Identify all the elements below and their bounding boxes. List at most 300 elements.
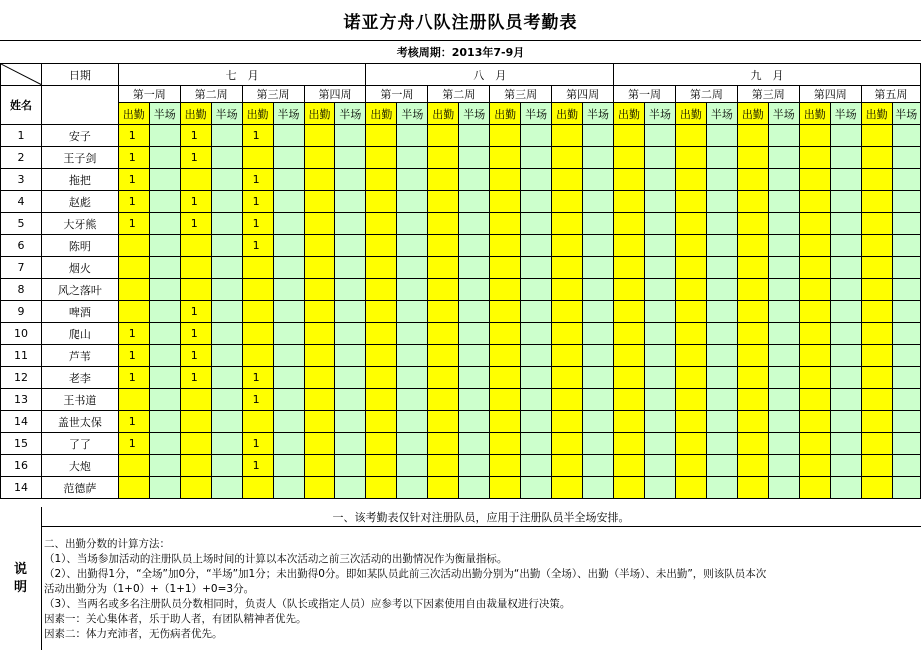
half-cell[interactable] [583, 301, 614, 323]
attendance-cell[interactable] [242, 301, 273, 323]
half-cell[interactable] [459, 213, 490, 235]
half-cell[interactable] [892, 257, 920, 279]
attendance-cell[interactable] [675, 345, 706, 367]
half-cell[interactable] [644, 125, 675, 147]
attendance-cell[interactable] [675, 367, 706, 389]
attendance-cell[interactable] [490, 213, 521, 235]
attendance-cell[interactable]: 1 [180, 213, 211, 235]
half-cell[interactable] [583, 433, 614, 455]
half-cell[interactable] [768, 433, 799, 455]
attendance-cell[interactable] [737, 257, 768, 279]
half-cell[interactable] [335, 367, 366, 389]
half-cell[interactable] [149, 213, 180, 235]
attendance-cell[interactable] [675, 301, 706, 323]
attendance-cell[interactable] [490, 367, 521, 389]
attendance-cell[interactable] [799, 389, 830, 411]
member-name[interactable]: 安子 [41, 125, 118, 147]
attendance-cell[interactable] [490, 279, 521, 301]
attendance-cell[interactable] [614, 455, 645, 477]
attendance-cell[interactable] [614, 389, 645, 411]
attendance-cell[interactable] [737, 235, 768, 257]
attendance-cell[interactable] [242, 411, 273, 433]
half-cell[interactable] [892, 301, 920, 323]
half-cell[interactable] [706, 169, 737, 191]
attendance-cell[interactable] [304, 191, 335, 213]
attendance-cell[interactable] [366, 147, 397, 169]
attendance-cell[interactable] [737, 411, 768, 433]
half-cell[interactable] [830, 279, 861, 301]
attendance-cell[interactable] [675, 257, 706, 279]
attendance-cell[interactable] [304, 213, 335, 235]
attendance-cell[interactable] [799, 411, 830, 433]
row-number[interactable]: 5 [1, 213, 42, 235]
attendance-cell[interactable] [490, 455, 521, 477]
half-cell[interactable] [335, 257, 366, 279]
attendance-cell[interactable] [675, 279, 706, 301]
attendance-cell[interactable] [861, 345, 892, 367]
half-cell[interactable] [892, 125, 920, 147]
row-number[interactable]: 7 [1, 257, 42, 279]
attendance-cell[interactable] [304, 389, 335, 411]
half-cell[interactable] [830, 345, 861, 367]
half-cell[interactable] [830, 213, 861, 235]
attendance-cell[interactable] [614, 147, 645, 169]
half-cell[interactable] [211, 455, 242, 477]
half-cell[interactable] [521, 433, 552, 455]
half-cell[interactable] [583, 279, 614, 301]
half-cell[interactable] [521, 147, 552, 169]
attendance-cell[interactable] [675, 411, 706, 433]
half-cell[interactable] [521, 477, 552, 499]
half-cell[interactable] [706, 257, 737, 279]
half-cell[interactable] [149, 433, 180, 455]
attendance-cell[interactable] [799, 323, 830, 345]
attendance-cell[interactable] [861, 191, 892, 213]
row-number[interactable]: 13 [1, 389, 42, 411]
half-cell[interactable] [521, 191, 552, 213]
half-cell[interactable] [211, 147, 242, 169]
member-name[interactable]: 啤酒 [41, 301, 118, 323]
half-cell[interactable] [644, 257, 675, 279]
row-number[interactable]: 9 [1, 301, 42, 323]
half-cell[interactable] [149, 191, 180, 213]
attendance-cell[interactable] [180, 235, 211, 257]
attendance-cell[interactable] [861, 257, 892, 279]
half-cell[interactable] [335, 235, 366, 257]
half-cell[interactable] [830, 411, 861, 433]
attendance-cell[interactable] [304, 367, 335, 389]
half-cell[interactable] [892, 279, 920, 301]
attendance-cell[interactable] [552, 367, 583, 389]
half-cell[interactable] [397, 147, 428, 169]
attendance-cell[interactable] [304, 169, 335, 191]
half-cell[interactable] [644, 433, 675, 455]
half-cell[interactable] [706, 411, 737, 433]
half-cell[interactable] [706, 125, 737, 147]
attendance-cell[interactable] [737, 477, 768, 499]
half-cell[interactable] [583, 345, 614, 367]
row-number[interactable]: 3 [1, 169, 42, 191]
half-cell[interactable] [892, 345, 920, 367]
half-cell[interactable] [644, 477, 675, 499]
half-cell[interactable] [397, 367, 428, 389]
half-cell[interactable] [335, 389, 366, 411]
attendance-cell[interactable]: 1 [180, 367, 211, 389]
attendance-cell[interactable] [737, 213, 768, 235]
attendance-cell[interactable] [552, 323, 583, 345]
member-name[interactable]: 风之落叶 [41, 279, 118, 301]
half-cell[interactable] [768, 147, 799, 169]
attendance-cell[interactable] [366, 213, 397, 235]
half-cell[interactable] [644, 191, 675, 213]
half-cell[interactable] [397, 257, 428, 279]
half-cell[interactable] [583, 191, 614, 213]
half-cell[interactable] [273, 411, 304, 433]
attendance-cell[interactable] [428, 279, 459, 301]
attendance-cell[interactable] [614, 301, 645, 323]
attendance-cell[interactable]: 1 [242, 235, 273, 257]
half-cell[interactable] [521, 455, 552, 477]
half-cell[interactable] [830, 455, 861, 477]
attendance-cell[interactable] [428, 191, 459, 213]
half-cell[interactable] [149, 455, 180, 477]
half-cell[interactable] [644, 301, 675, 323]
half-cell[interactable] [149, 345, 180, 367]
attendance-cell[interactable] [675, 477, 706, 499]
attendance-cell[interactable] [737, 301, 768, 323]
attendance-cell[interactable] [366, 191, 397, 213]
half-cell[interactable] [644, 345, 675, 367]
attendance-cell[interactable] [304, 257, 335, 279]
half-cell[interactable] [459, 257, 490, 279]
half-cell[interactable] [211, 191, 242, 213]
half-cell[interactable] [335, 279, 366, 301]
attendance-cell[interactable] [490, 389, 521, 411]
attendance-cell[interactable] [428, 213, 459, 235]
half-cell[interactable] [273, 301, 304, 323]
member-name[interactable]: 王书道 [41, 389, 118, 411]
attendance-cell[interactable] [242, 345, 273, 367]
attendance-cell[interactable] [552, 191, 583, 213]
half-cell[interactable] [706, 433, 737, 455]
member-name[interactable]: 芦苇 [41, 345, 118, 367]
attendance-cell[interactable] [366, 323, 397, 345]
half-cell[interactable] [397, 235, 428, 257]
half-cell[interactable] [335, 455, 366, 477]
attendance-cell[interactable] [242, 147, 273, 169]
half-cell[interactable] [521, 301, 552, 323]
half-cell[interactable] [397, 169, 428, 191]
half-cell[interactable] [211, 389, 242, 411]
half-cell[interactable] [397, 301, 428, 323]
row-number[interactable]: 6 [1, 235, 42, 257]
half-cell[interactable] [892, 433, 920, 455]
attendance-cell[interactable] [366, 477, 397, 499]
half-cell[interactable] [892, 235, 920, 257]
half-cell[interactable] [768, 213, 799, 235]
member-name[interactable]: 陈明 [41, 235, 118, 257]
attendance-cell[interactable] [861, 169, 892, 191]
attendance-cell[interactable] [552, 257, 583, 279]
attendance-cell[interactable] [675, 389, 706, 411]
attendance-cell[interactable] [552, 411, 583, 433]
attendance-cell[interactable] [799, 125, 830, 147]
half-cell[interactable] [830, 125, 861, 147]
half-cell[interactable] [706, 147, 737, 169]
half-cell[interactable] [521, 411, 552, 433]
attendance-cell[interactable] [737, 367, 768, 389]
attendance-cell[interactable] [118, 279, 149, 301]
half-cell[interactable] [768, 411, 799, 433]
attendance-cell[interactable] [428, 235, 459, 257]
attendance-cell[interactable] [428, 323, 459, 345]
attendance-cell[interactable] [799, 367, 830, 389]
attendance-cell[interactable] [428, 411, 459, 433]
attendance-cell[interactable] [861, 147, 892, 169]
attendance-cell[interactable] [675, 125, 706, 147]
attendance-cell[interactable] [552, 477, 583, 499]
half-cell[interactable] [273, 147, 304, 169]
attendance-cell[interactable] [675, 235, 706, 257]
half-cell[interactable] [397, 125, 428, 147]
attendance-cell[interactable] [180, 411, 211, 433]
attendance-cell[interactable]: 1 [118, 125, 149, 147]
attendance-cell[interactable] [118, 235, 149, 257]
half-cell[interactable] [521, 257, 552, 279]
half-cell[interactable] [830, 323, 861, 345]
attendance-cell[interactable]: 1 [118, 433, 149, 455]
attendance-cell[interactable] [366, 411, 397, 433]
row-number[interactable]: 12 [1, 367, 42, 389]
member-name[interactable]: 大炮 [41, 455, 118, 477]
attendance-cell[interactable] [428, 367, 459, 389]
attendance-cell[interactable] [366, 433, 397, 455]
half-cell[interactable] [273, 257, 304, 279]
attendance-cell[interactable] [799, 213, 830, 235]
attendance-cell[interactable] [180, 389, 211, 411]
attendance-cell[interactable] [737, 455, 768, 477]
attendance-cell[interactable] [180, 257, 211, 279]
attendance-cell[interactable] [366, 455, 397, 477]
attendance-cell[interactable] [737, 125, 768, 147]
half-cell[interactable] [211, 279, 242, 301]
half-cell[interactable] [149, 279, 180, 301]
attendance-cell[interactable] [552, 213, 583, 235]
half-cell[interactable] [583, 411, 614, 433]
attendance-cell[interactable] [614, 125, 645, 147]
half-cell[interactable] [706, 191, 737, 213]
attendance-cell[interactable] [552, 169, 583, 191]
attendance-cell[interactable]: 1 [118, 213, 149, 235]
half-cell[interactable] [459, 477, 490, 499]
half-cell[interactable] [644, 367, 675, 389]
attendance-cell[interactable] [490, 125, 521, 147]
attendance-cell[interactable] [428, 147, 459, 169]
row-number[interactable]: 14 [1, 477, 42, 499]
half-cell[interactable] [335, 345, 366, 367]
attendance-cell[interactable] [552, 279, 583, 301]
attendance-cell[interactable] [366, 257, 397, 279]
half-cell[interactable] [211, 125, 242, 147]
attendance-cell[interactable] [490, 323, 521, 345]
half-cell[interactable] [459, 411, 490, 433]
half-cell[interactable] [335, 301, 366, 323]
attendance-cell[interactable] [675, 169, 706, 191]
attendance-cell[interactable] [304, 147, 335, 169]
half-cell[interactable] [273, 213, 304, 235]
half-cell[interactable] [459, 147, 490, 169]
half-cell[interactable] [149, 389, 180, 411]
attendance-cell[interactable] [799, 191, 830, 213]
half-cell[interactable] [397, 389, 428, 411]
half-cell[interactable] [149, 301, 180, 323]
attendance-cell[interactable]: 1 [242, 169, 273, 191]
member-name[interactable]: 王子剑 [41, 147, 118, 169]
half-cell[interactable] [706, 279, 737, 301]
attendance-cell[interactable] [552, 345, 583, 367]
member-name[interactable]: 老李 [41, 367, 118, 389]
attendance-cell[interactable]: 1 [118, 169, 149, 191]
half-cell[interactable] [706, 323, 737, 345]
half-cell[interactable] [830, 191, 861, 213]
attendance-cell[interactable] [428, 433, 459, 455]
attendance-cell[interactable] [799, 235, 830, 257]
half-cell[interactable] [335, 125, 366, 147]
attendance-cell[interactable] [861, 477, 892, 499]
attendance-cell[interactable] [304, 433, 335, 455]
half-cell[interactable] [211, 411, 242, 433]
attendance-cell[interactable] [614, 235, 645, 257]
attendance-cell[interactable] [366, 169, 397, 191]
half-cell[interactable] [459, 367, 490, 389]
attendance-cell[interactable] [737, 169, 768, 191]
half-cell[interactable] [768, 477, 799, 499]
half-cell[interactable] [644, 147, 675, 169]
half-cell[interactable] [273, 235, 304, 257]
attendance-cell[interactable] [490, 147, 521, 169]
attendance-cell[interactable] [552, 433, 583, 455]
half-cell[interactable] [830, 147, 861, 169]
attendance-cell[interactable] [614, 191, 645, 213]
half-cell[interactable] [273, 433, 304, 455]
attendance-cell[interactable] [428, 345, 459, 367]
half-cell[interactable] [273, 389, 304, 411]
half-cell[interactable] [892, 455, 920, 477]
attendance-cell[interactable] [614, 367, 645, 389]
attendance-cell[interactable] [180, 455, 211, 477]
half-cell[interactable] [892, 191, 920, 213]
member-name[interactable]: 烟火 [41, 257, 118, 279]
attendance-cell[interactable] [304, 345, 335, 367]
half-cell[interactable] [335, 191, 366, 213]
attendance-cell[interactable] [552, 455, 583, 477]
attendance-cell[interactable]: 1 [180, 323, 211, 345]
attendance-cell[interactable] [799, 455, 830, 477]
half-cell[interactable] [583, 389, 614, 411]
member-name[interactable]: 了了 [41, 433, 118, 455]
half-cell[interactable] [273, 477, 304, 499]
half-cell[interactable] [892, 323, 920, 345]
attendance-cell[interactable] [614, 345, 645, 367]
row-number[interactable]: 16 [1, 455, 42, 477]
attendance-cell[interactable] [552, 147, 583, 169]
half-cell[interactable] [583, 477, 614, 499]
half-cell[interactable] [521, 279, 552, 301]
half-cell[interactable] [273, 455, 304, 477]
half-cell[interactable] [644, 389, 675, 411]
half-cell[interactable] [459, 191, 490, 213]
half-cell[interactable] [335, 411, 366, 433]
attendance-cell[interactable] [242, 477, 273, 499]
attendance-cell[interactable] [675, 147, 706, 169]
member-name[interactable]: 赵彪 [41, 191, 118, 213]
half-cell[interactable] [211, 477, 242, 499]
attendance-cell[interactable] [242, 257, 273, 279]
half-cell[interactable] [583, 147, 614, 169]
half-cell[interactable] [273, 125, 304, 147]
attendance-cell[interactable] [614, 323, 645, 345]
member-name[interactable]: 范德萨 [41, 477, 118, 499]
attendance-cell[interactable] [614, 433, 645, 455]
attendance-cell[interactable] [304, 279, 335, 301]
attendance-cell[interactable] [861, 323, 892, 345]
half-cell[interactable] [459, 345, 490, 367]
half-cell[interactable] [397, 455, 428, 477]
half-cell[interactable] [149, 257, 180, 279]
half-cell[interactable] [892, 147, 920, 169]
attendance-cell[interactable] [180, 433, 211, 455]
attendance-cell[interactable] [799, 433, 830, 455]
attendance-cell[interactable] [614, 257, 645, 279]
half-cell[interactable] [149, 235, 180, 257]
attendance-cell[interactable] [428, 169, 459, 191]
attendance-cell[interactable] [861, 125, 892, 147]
attendance-cell[interactable] [675, 455, 706, 477]
member-name[interactable]: 盖世太保 [41, 411, 118, 433]
half-cell[interactable] [706, 455, 737, 477]
half-cell[interactable] [149, 477, 180, 499]
attendance-cell[interactable] [490, 257, 521, 279]
half-cell[interactable] [706, 345, 737, 367]
row-number[interactable]: 8 [1, 279, 42, 301]
half-cell[interactable] [149, 125, 180, 147]
attendance-cell[interactable] [428, 125, 459, 147]
attendance-cell[interactable]: 1 [118, 411, 149, 433]
attendance-cell[interactable]: 1 [180, 147, 211, 169]
half-cell[interactable] [521, 323, 552, 345]
attendance-cell[interactable] [799, 147, 830, 169]
attendance-cell[interactable] [861, 389, 892, 411]
attendance-cell[interactable] [737, 433, 768, 455]
half-cell[interactable] [583, 455, 614, 477]
row-number[interactable]: 11 [1, 345, 42, 367]
half-cell[interactable] [521, 169, 552, 191]
attendance-cell[interactable]: 1 [242, 125, 273, 147]
half-cell[interactable] [397, 345, 428, 367]
attendance-cell[interactable] [861, 279, 892, 301]
half-cell[interactable] [211, 213, 242, 235]
half-cell[interactable] [459, 433, 490, 455]
attendance-cell[interactable]: 1 [118, 345, 149, 367]
attendance-cell[interactable] [304, 455, 335, 477]
half-cell[interactable] [211, 345, 242, 367]
attendance-cell[interactable] [118, 455, 149, 477]
attendance-cell[interactable] [366, 279, 397, 301]
row-number[interactable]: 14 [1, 411, 42, 433]
half-cell[interactable] [768, 279, 799, 301]
attendance-cell[interactable] [799, 169, 830, 191]
attendance-cell[interactable] [428, 455, 459, 477]
